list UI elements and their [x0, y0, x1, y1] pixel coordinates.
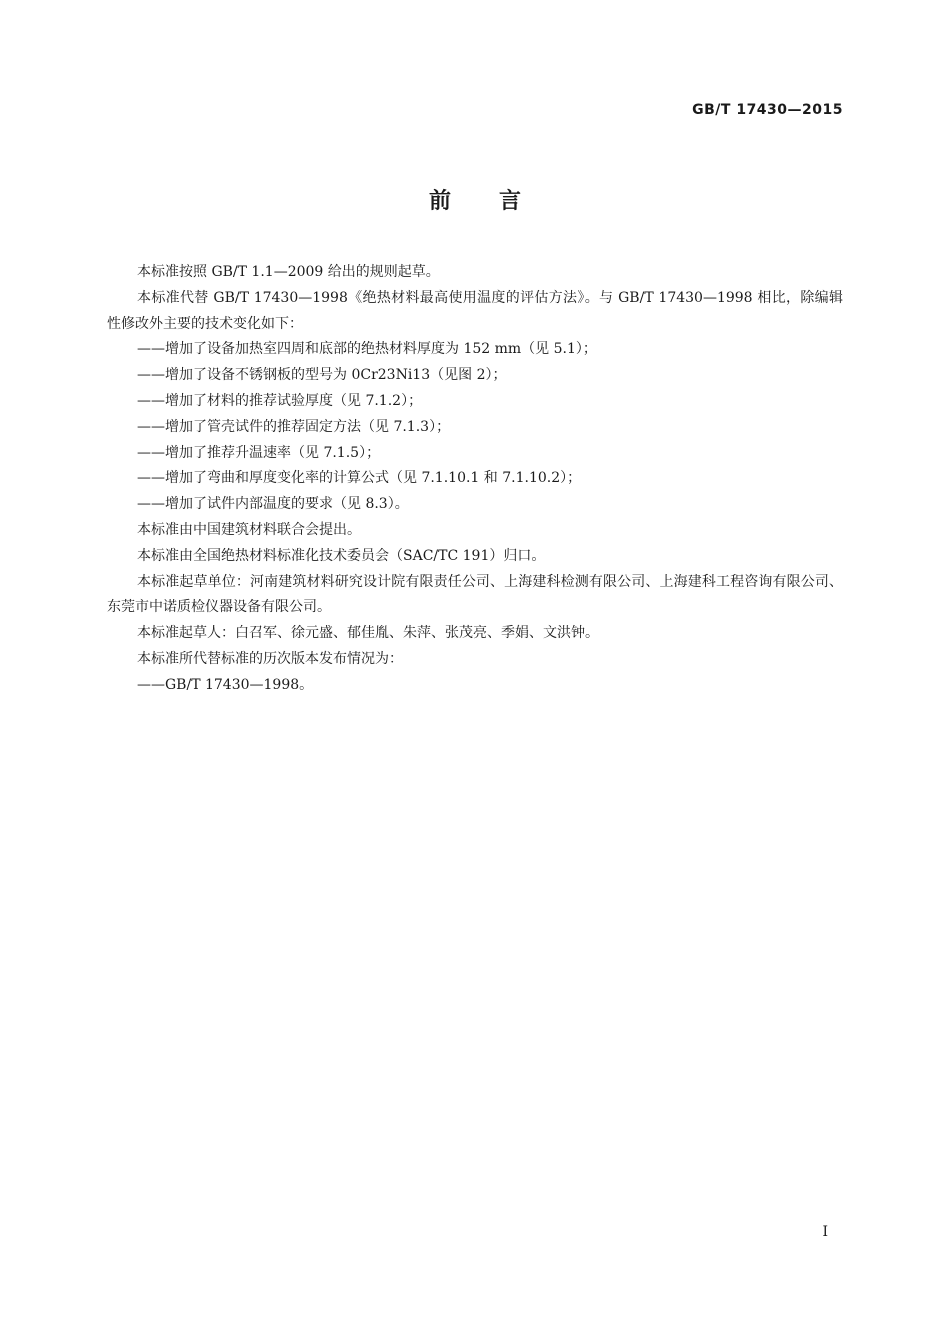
list-item: ——GB/T 17430—1998。: [137, 676, 314, 693]
paragraph-previous-editions: 本标准所代替标准的历次版本发布情况为：: [137, 650, 403, 667]
paragraph-committee: 本标准由全国绝热材料标准化技术委员会（SAC/TC 191）归口。: [137, 547, 546, 564]
list-item: ——增加了弯曲和厚度变化率的计算公式（见 7.1.10.1 和 7.1.10.2）；: [137, 470, 582, 487]
list-item: ——增加了试件内部温度的要求（见 8.3）。: [137, 496, 409, 513]
paragraph-drafting-rules: 本标准按照 GB/T 1.1—2009 给出的规则起草。: [137, 264, 440, 280]
list-item: ——增加了管壳试件的推荐固定方法（见 7.1.3）；: [137, 418, 451, 435]
previous-editions-list: [107, 673, 843, 699]
list-item: ——增加了设备加热室四周和底部的绝热材料厚度为 152 mm（见 5.1）；: [137, 341, 597, 358]
page-title: 前言: [428, 189, 569, 214]
paragraph-replacement: 本标准代替 GB/T 17430—1998《绝热材料最高使用温度的评估方法》。与 GB/T 17430—1998 相比，除编辑性修改外主要的技术变化如下：: [107, 289, 843, 332]
document-code-header: GB/T 17430—2015: [692, 102, 843, 118]
page-number: I: [822, 1224, 828, 1240]
technical-changes-list: [107, 337, 843, 518]
list-item: ——增加了材料的推荐试验厚度（见 7.1.2）；: [137, 392, 423, 409]
paragraph-drafters: 本标准起草人：白召军、徐元盛、郁佳胤、朱萍、张茂亮、季娟、文洪钟。: [137, 625, 599, 642]
paragraph-proposer: 本标准由中国建筑材料联合会提出。: [137, 521, 361, 538]
foreword-body: [107, 260, 843, 699]
list-item: ——增加了设备不锈钢板的型号为 0Cr23Ni13（见图 2）；: [137, 367, 507, 384]
list-item: ——增加了推荐升温速率（见 7.1.5）；: [137, 444, 381, 461]
paragraph-drafting-units: 本标准起草单位：河南建筑材料研究设计院有限责任公司、上海建科检测有限公司、上海建科工程咨询有限公司、东莞市中诺质检仪器设备有限公司。: [107, 573, 843, 616]
